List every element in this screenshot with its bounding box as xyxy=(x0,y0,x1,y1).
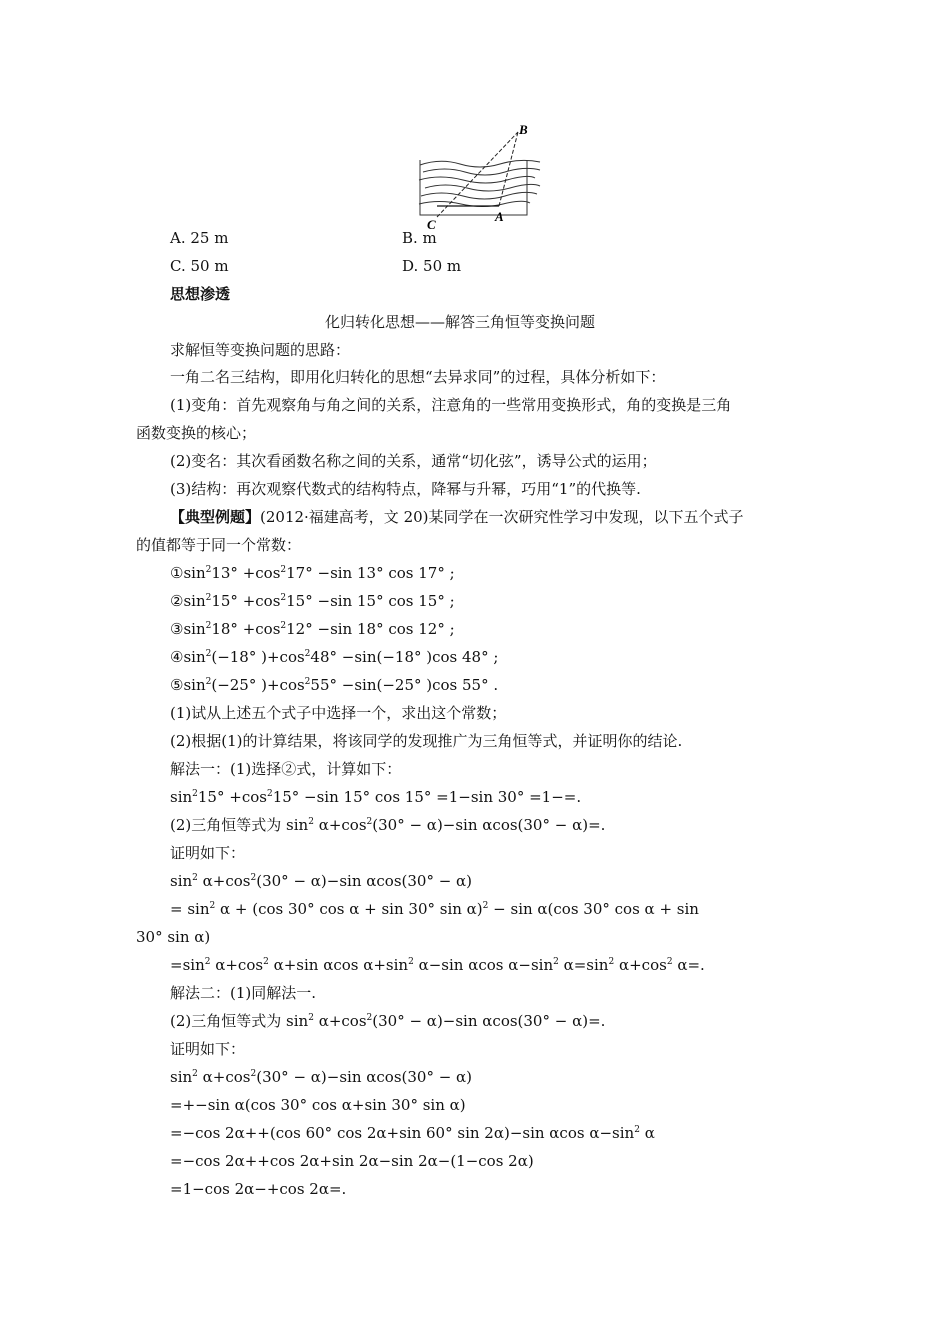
question-2: (2)根据(1)的计算结果，将该同学的发现推广为三角恒等式，并证明你的结论. xyxy=(170,732,683,750)
formula-5: $⑤\sin^2(-25^\circ$ )$+\cos^255^\circ -\sin(-25^\circ$ )cos 55° . xyxy=(170,676,499,694)
example-title: 【典型例题】 xyxy=(170,508,261,526)
solution-1-title: 解法一：(1)选择②式，计算如下： xyxy=(170,760,402,778)
formula-2: $②\sin^215^\circ +\cos^215^\circ -\sin$ 15° cos 15° ; xyxy=(170,592,455,610)
label-b: B xyxy=(519,122,528,137)
river-diagram xyxy=(415,120,545,232)
proof-line: $\sin^2 \alpha+\cos^2(30^\circ - \alpha)-\sin$ αcos(30° − α) xyxy=(170,872,473,890)
proof-label: 证明如下： xyxy=(170,844,246,862)
paragraph: (1)变角：首先观察角与角之间的关系，注意角的一些常用变换形式，角的变换是三角 xyxy=(170,396,732,414)
formula-4: $④\sin^2(-18^\circ$ )$+\cos^248^\circ -\sin(-18^\circ$ )cos 48° ; xyxy=(170,648,499,666)
formula-1: $①\sin^213^\circ +\cos^217^\circ -\sin$ 13° cos 17° ; xyxy=(170,564,455,582)
proof-line: =−cos 2α++cos 2α+sin 2α−sin 2α−(1−cos 2α) xyxy=(170,1152,534,1170)
option-d: D. 50 m xyxy=(402,257,462,275)
solution-2-title: 解法二：(1)同解法一. xyxy=(170,984,317,1002)
example-intro: 【典型例题】(2012·福建高考，文 20)某同学在一次研究性学习中发现，以下五个式子 xyxy=(170,508,744,526)
option-a: A. 25 m xyxy=(170,229,229,247)
section-heading: 思想渗透 xyxy=(170,285,231,303)
proof-line: $=\sin^2$ $\alpha+\cos^2$ α+sin αcos $\alpha+\sin^2$ α−sin αcos $\alpha-\sin^2$ $\alpha=\sin^2$ $\alpha+\cos^2$ α=. xyxy=(170,956,705,974)
option-b: B. m xyxy=(402,229,437,247)
paragraph: (2)变名：其次看函数名称之间的关系，通常“切化弦”，诱导公式的运用； xyxy=(170,452,657,470)
solution-2-identity: (2)三角恒等式为 $\sin^2 \alpha+\cos^2(30^\circ - \alpha)-\sin$ αcos(30° − α)=. xyxy=(170,1012,606,1030)
proof-line: =−cos 2α++(cos 60° cos 2α+sin 60° sin 2α)−sin αcos $\alpha-\sin^2$ α xyxy=(170,1124,655,1142)
section-subtitle: 化归转化思想——解答三角恒等变换问题 xyxy=(325,313,596,331)
paragraph: 求解恒等变换问题的思路： xyxy=(170,341,351,359)
proof-line: =+−sin α(cos 30° cos α+sin 30° sin α) xyxy=(170,1096,466,1114)
proof-line: $\sin^2 \alpha+\cos^2(30^\circ - \alpha)-\sin$ αcos(30° − α) xyxy=(170,1068,473,1086)
proof-line: 30° sin α) xyxy=(136,928,211,946)
formula-3: $③\sin^218^\circ +\cos^212^\circ -\sin$ 18° cos 12° ; xyxy=(170,620,455,638)
paragraph: 一角二名三结构，即用化归转化的思想“去异求同”的过程，具体分析如下： xyxy=(170,368,666,386)
option-c: C. 50 m xyxy=(170,257,229,275)
question-1: (1)试从上述五个式子中选择一个，求出这个常数； xyxy=(170,704,507,722)
solution-1-identity: (2)三角恒等式为 $\sin^2 \alpha+\cos^2(30^\circ - \alpha)-\sin$ αcos(30° − α)=. xyxy=(170,816,606,834)
paragraph: 函数变换的核心； xyxy=(136,424,257,442)
label-c: C xyxy=(427,217,436,232)
solution-1-line: $\sin^215^\circ +\cos^215^\circ -\sin$ 15° cos 15° =1−sin 30° =1−=. xyxy=(170,788,582,806)
label-a: A xyxy=(495,209,504,224)
paragraph: (3)结构：再次观察代数式的结构特点，降幂与升幂，巧用“1”的代换等. xyxy=(170,480,641,498)
proof-line: = $\sin^2 \alpha + (\cos$ 30° cos α + sin 30° sin α)$^2$ − sin α(cos 30° cos α + sin xyxy=(170,900,699,918)
proof-label: 证明如下： xyxy=(170,1040,246,1058)
paragraph: 的值都等于同一个常数： xyxy=(136,536,302,554)
proof-line: =1−cos 2α−+cos 2α=. xyxy=(170,1180,347,1198)
